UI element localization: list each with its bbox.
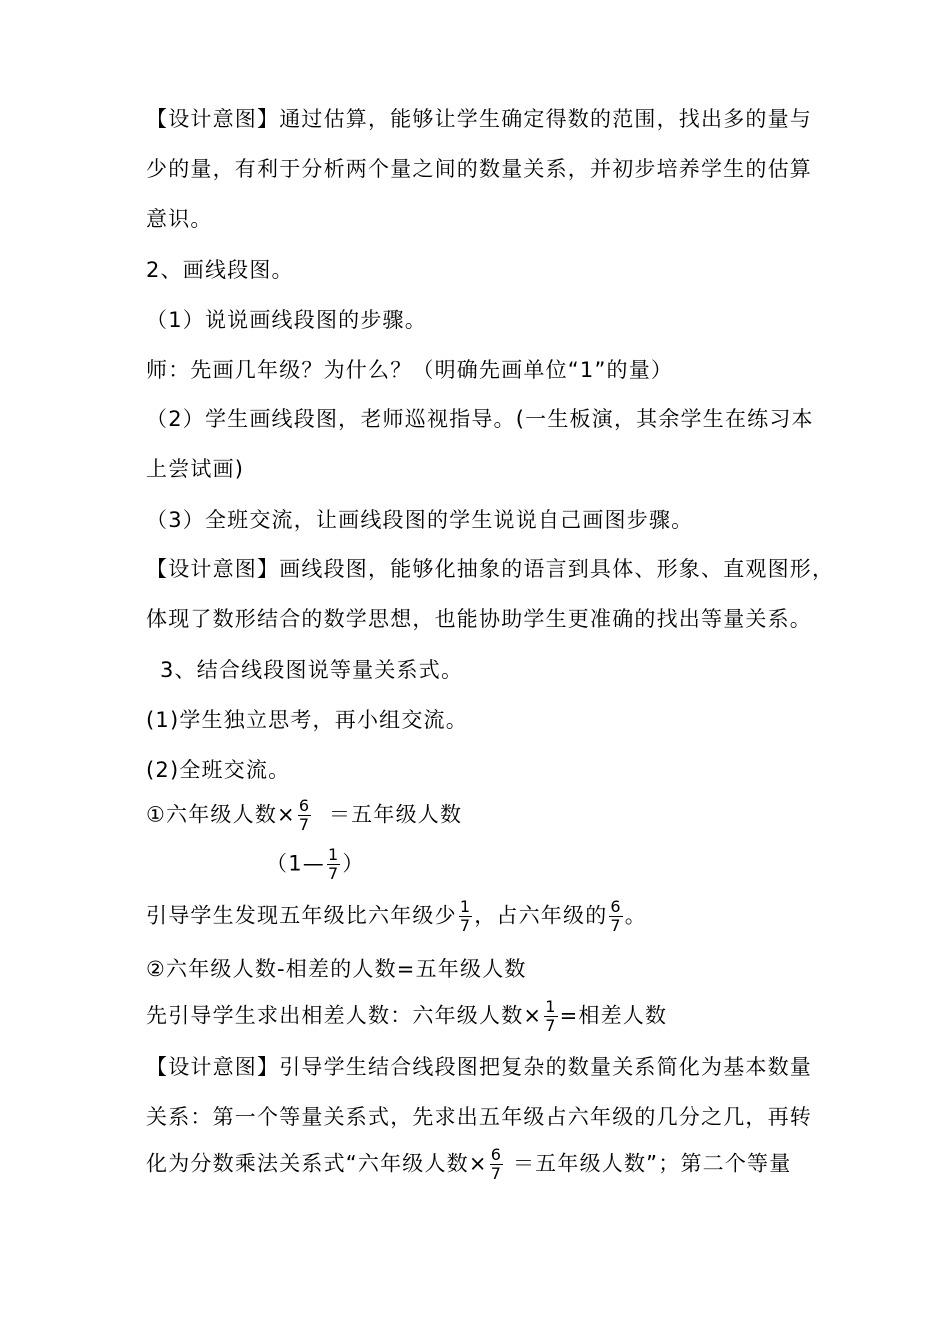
design-intent-3-text-2: ＝五年级人数”；第二个等量 bbox=[512, 1151, 792, 1176]
fraction-one-seventh bbox=[327, 846, 340, 883]
design-intent-2-line-2: 体现了数形结合的数学思想，也能协助学生更准确的找出等量关系。 bbox=[146, 607, 812, 631]
fraction-denominator: 7 bbox=[545, 1016, 557, 1035]
step-1: （1）说说画线段图的步骤。 bbox=[146, 308, 427, 332]
fraction-denominator: 7 bbox=[327, 864, 340, 883]
design-intent-1-line-2: 少的量，有利于分析两个量之间的数量关系，并初步培养学生的估算 bbox=[146, 157, 812, 181]
equation-1 bbox=[146, 797, 462, 834]
fraction-numerator: 1 bbox=[327, 845, 340, 864]
design-intent-2-line-1: 【设计意图】画线段图，能够化抽象的语言到具体、形象、直观图形， bbox=[146, 557, 835, 581]
fraction-denominator: 7 bbox=[298, 815, 311, 834]
fraction-numerator: 1 bbox=[545, 997, 557, 1016]
fraction-denominator: 7 bbox=[490, 1164, 503, 1183]
equation-1-right: ＝五年级人数 bbox=[328, 802, 463, 827]
fraction-six-sevenths bbox=[490, 1146, 503, 1183]
step-2-line-1: （2）学生画线段图，老师巡视指导。(一生板演，其余学生在练习本 bbox=[146, 407, 814, 431]
difference-step bbox=[146, 998, 667, 1035]
design-intent-3-line-1: 【设计意图】引导学生结合线段图把复杂的数量关系简化为基本数量 bbox=[146, 1055, 812, 1079]
fraction-one-seventh bbox=[459, 898, 472, 935]
guide-text-1: 引导学生发现五年级比六年级少 bbox=[146, 903, 457, 928]
fraction-denominator: 7 bbox=[459, 916, 472, 935]
guide-text-2: ，占六年级的 bbox=[474, 903, 608, 928]
fraction-six-sevenths bbox=[298, 797, 311, 834]
difference-text-2: =相差人数 bbox=[559, 1003, 668, 1028]
fraction-one-seventh bbox=[544, 998, 557, 1035]
design-intent-3-line-3 bbox=[146, 1146, 791, 1183]
fraction-numerator: 6 bbox=[298, 796, 311, 815]
fraction-six-sevenths bbox=[609, 898, 622, 935]
guide-text-3: 。 bbox=[624, 903, 647, 928]
item-2: (2)全班交流。 bbox=[146, 758, 291, 782]
design-intent-1-line-1: 【设计意图】通过估算，能够让学生确定得数的范围，找出多的量与 bbox=[146, 107, 812, 131]
design-intent-3-line-2: 关系：第一个等量关系式，先求出五年级占六年级的几分之几，再转 bbox=[146, 1105, 812, 1129]
annotation-right: ） bbox=[342, 851, 365, 876]
fraction-denominator: 7 bbox=[610, 916, 622, 935]
fraction-numerator: 6 bbox=[610, 897, 622, 916]
item-1: (1)学生独立思考，再小组交流。 bbox=[146, 708, 468, 732]
equation-1-annotation bbox=[266, 846, 365, 883]
guide-discovery bbox=[146, 898, 647, 935]
section-heading-3: 3、结合线段图说等量关系式。 bbox=[160, 658, 464, 682]
equation-2: ②六年级人数-相差的人数=五年级人数 bbox=[146, 957, 527, 981]
difference-text-1: 先引导学生求出相差人数：六年级人数× bbox=[146, 1003, 543, 1028]
step-3: （3）全班交流，让画线段图的学生说说自己画图步骤。 bbox=[146, 508, 694, 532]
section-heading-2: 2、画线段图。 bbox=[146, 258, 294, 282]
equation-1-left: ①六年级人数× bbox=[146, 802, 296, 827]
step-2-line-2: 上尝试画) bbox=[146, 457, 245, 481]
design-intent-3-text-1: 化为分数乘法关系式“六年级人数× bbox=[146, 1151, 488, 1176]
design-intent-1-line-3: 意识。 bbox=[146, 207, 213, 231]
fraction-numerator: 1 bbox=[459, 897, 472, 916]
annotation-left: （1— bbox=[266, 851, 325, 876]
teacher-question: 师：先画几年级？为什么？（明确先画单位“1”的量） bbox=[146, 358, 674, 382]
fraction-numerator: 6 bbox=[490, 1145, 503, 1164]
